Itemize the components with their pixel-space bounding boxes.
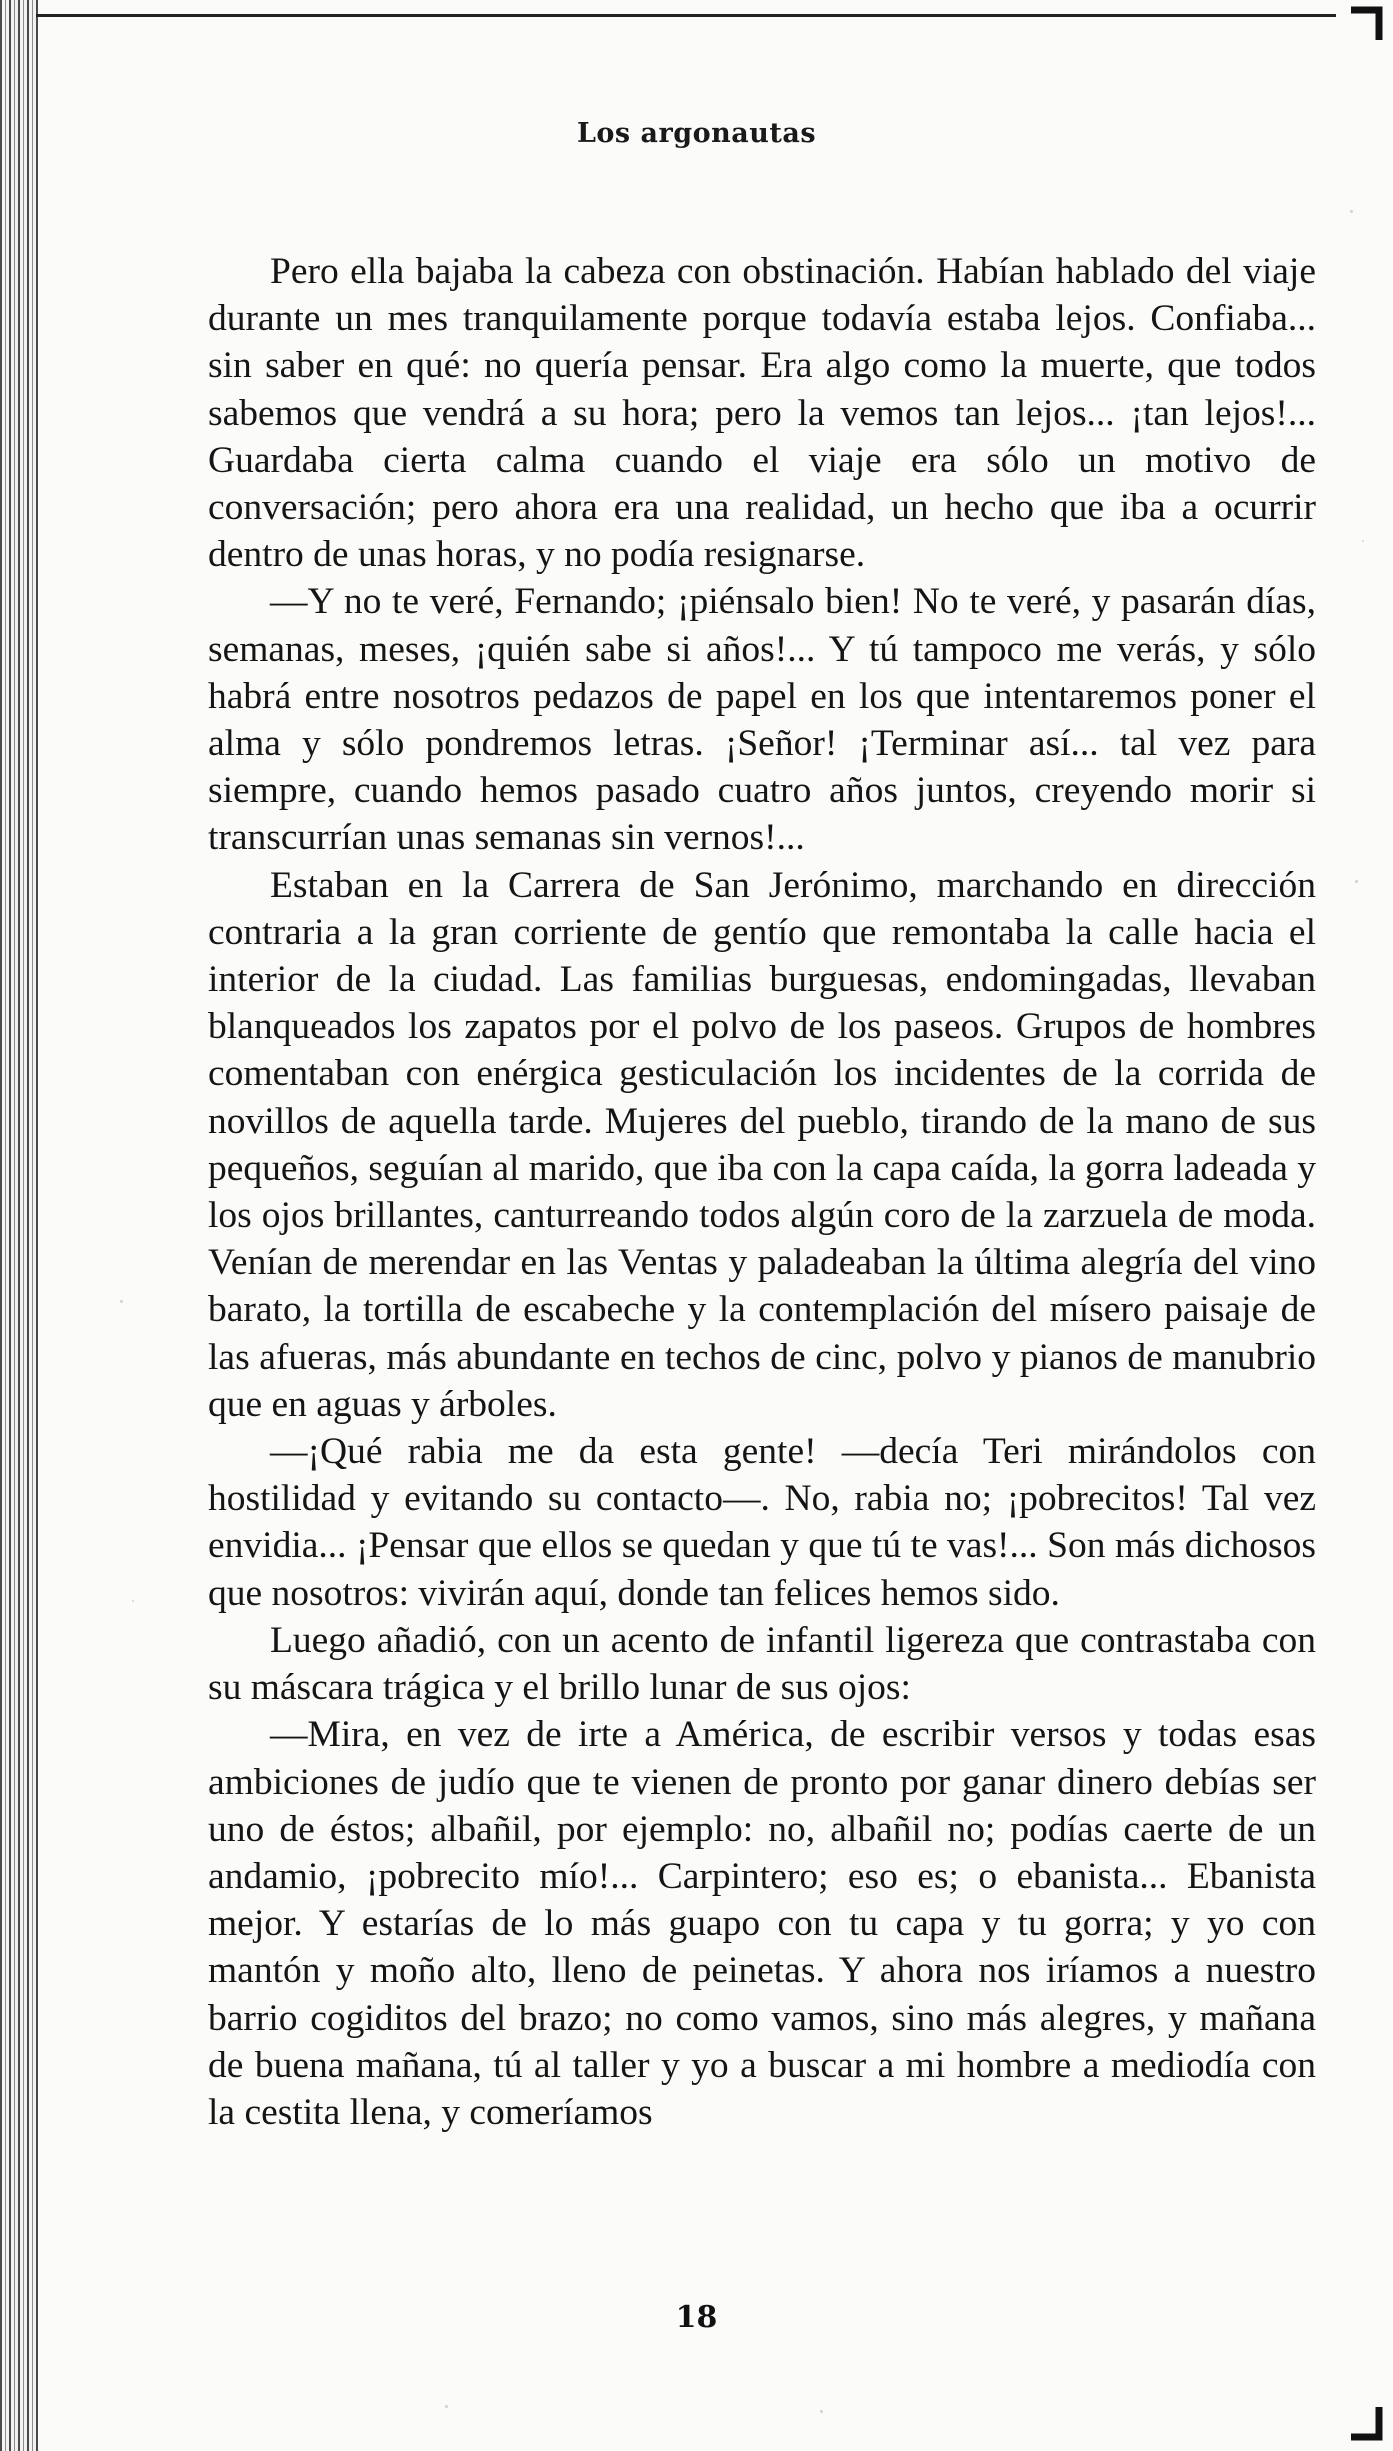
- corner-bracket-top-right-icon: [1349, 6, 1383, 42]
- running-head: Los argonautas: [576, 118, 817, 149]
- paragraph: Luego añadió, con un acento de infantil ligereza que contrastaba con su máscara trágica y el brillo lunar de sus ojos:: [208, 1619, 1316, 1709]
- book-binding-edge: [0, 0, 38, 2451]
- paragraph: Pero ella bajaba la cabeza con obstinación. Habían hablado del viaje durante un mes tranquilamente porque todavía estaba lejos. Confiaba... sin saber en qué: no quería pensar. Era algo como la muerte, que todos sabemos que vendrá a su hora; pero la vemos tan lejos... ¡tan lejos!... Guardaba cierta calma cuando el viaje era sólo un motivo de conversación; pero ahora era una realidad, un hecho que iba a ocurrir dentro de unas horas, y no podía resignarse.: [208, 251, 1316, 576]
- top-scan-border: [36, 14, 1336, 17]
- scan-speckle: [445, 2405, 448, 2408]
- scan-speckle: [120, 1300, 123, 1303]
- paragraph: —¡Qué rabia me da esta gente! —decía Teri mirándolos con hostilidad y evitando su contacto—. No, rabia no; ¡pobrecitos! Tal vez envidia... ¡Pensar que ellos se quedan y que tú te vas!... Son más dichosos que nosotros: vivirán aquí, donde tan felices hemos sido.: [208, 1431, 1316, 1614]
- scan-speckle: [1350, 210, 1353, 213]
- corner-bracket-bottom-right-icon: [1349, 2405, 1383, 2441]
- scan-speckle: [1362, 540, 1364, 542]
- scan-speckle: [1355, 880, 1358, 883]
- paragraph: —Mira, en vez de irte a América, de escribir versos y todas esas ambiciones de judío que te vienen de pronto por ganar dinero debías ser uno de éstos; albañil, por ejemplo: no, albañil no; podías caerte de un andamio, ¡pobrecito mío!... Carpintero; eso es; o ebanista... Ebanista mejor. Y estarías de lo más guapo con tu capa y tu gorra; y yo con mantón y moño alto, lleno de peinetas. Y ahora nos iríamos a nuestro barrio cogiditos del brazo; no como vamos, sino más alegres, y mañana de buena mañana, tú al taller y yo a buscar a mi hombre a mediodía con la cestita llena, y comeríamos: [208, 1714, 1316, 2133]
- paragraph: Estaban en la Carrera de San Jerónimo, marchando en dirección contraria a la gran corriente de gentío que remontaba la calle hacia el interior de la ciudad. Las familias burguesas, endomingadas, llevaban blanqueados los zapatos por el polvo de los paseos. Grupos de hombres comentaban con enérgica gesticulación los incidentes de la corrida de novillos de aquella tarde. Mujeres del pueblo, tirando de la mano de sus pequeños, seguían al marido, que iba con la capa caída, la gorra ladeada y los ojos brillantes, canturreando todos algún coro de la zarzuela de moda. Venían de merendar en las Ventas y paladeaban la última alegría del vino barato, la tortilla de escabeche y la contemplación del mísero paisaje de las afueras, más abundante en techos de cinc, polvo y pianos de manubrio que en aguas y árboles.: [208, 864, 1316, 1425]
- body-text: [208, 248, 1316, 2136]
- scan-speckle: [820, 2410, 823, 2413]
- scan-speckle: [132, 1600, 134, 1602]
- page-number: 18: [675, 2300, 718, 2335]
- paragraph: —Y no te veré, Fernando; ¡piénsalo bien! No te veré, y pasarán días, semanas, meses, ¡quién sabe si años!... Y tú tampoco me verás, y sólo habrá entre nosotros pedazos de papel en los que intentaremos poner el alma y sólo pondremos letras. ¡Señor! ¡Terminar así... tal vez para siempre, cuando hemos pasado cuatro años juntos, creyendo morir si transcurrían unas semanas sin vernos!...: [208, 581, 1316, 859]
